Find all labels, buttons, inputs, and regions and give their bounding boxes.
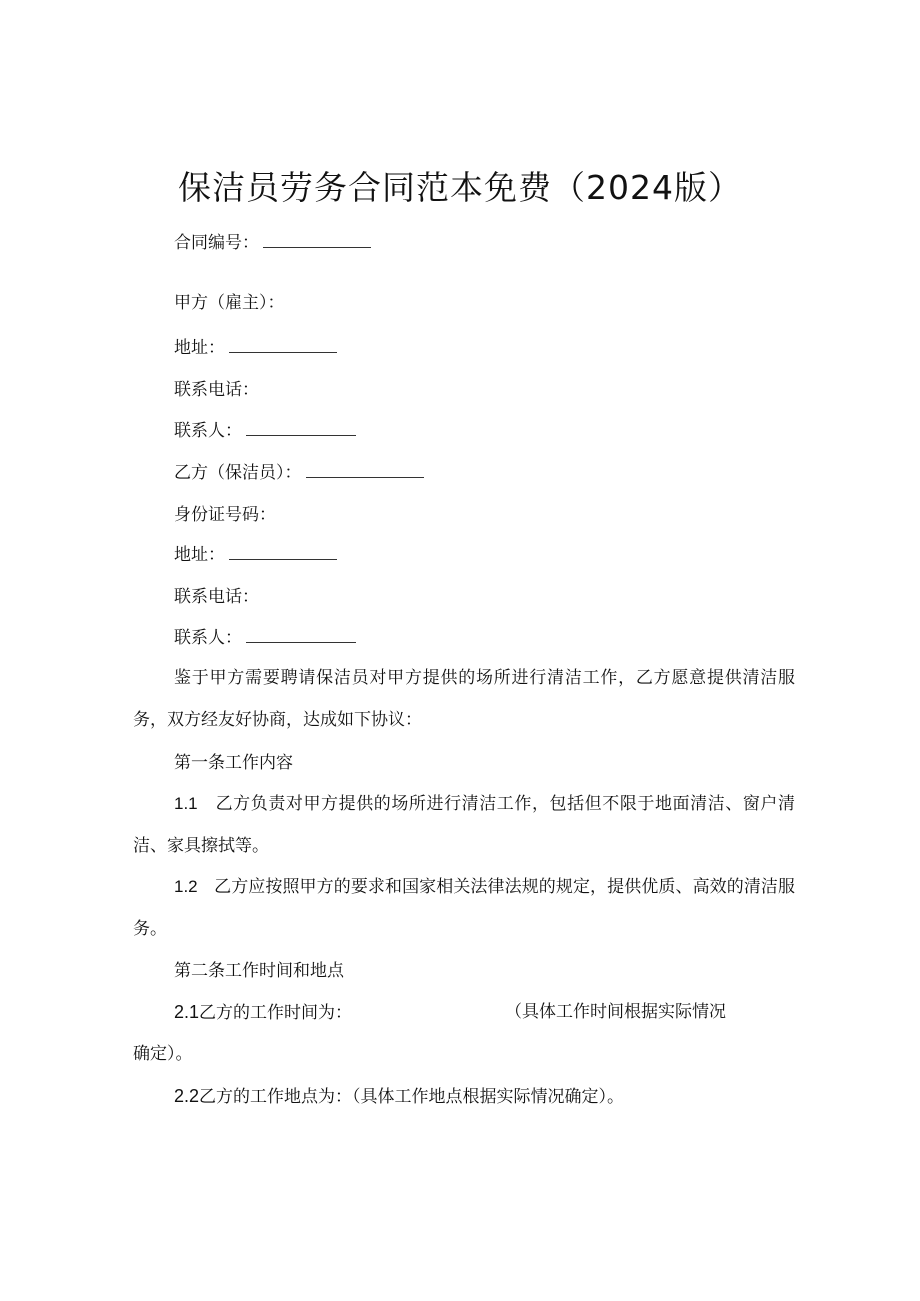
party-b-contact-label: 联系人： (174, 628, 242, 648)
clause-1-1 (133, 783, 795, 867)
party-b-contact-blank (246, 628, 356, 643)
party-b-contact-line (174, 627, 356, 649)
party-b-address-label: 地址： (174, 545, 225, 565)
article-2-heading: 第二条工作时间和地点 (174, 961, 344, 981)
clause-2-1-text-c: 确定）。 (133, 1044, 193, 1064)
party-b-address-line (174, 544, 337, 566)
clause-1-1-text: 乙方负责对甲方提供的场所进行清洁工作，包括但不限于地面清洁、窗户清洁、家具擦拭等。 (133, 794, 796, 856)
contract-number-line (174, 232, 371, 254)
party-b-id-label: 身份证号码： (174, 505, 276, 525)
party-b-line (174, 462, 424, 484)
clause-1-2 (133, 866, 795, 950)
clause-2-1-number: 2.1 (174, 1002, 200, 1022)
clause-2-2-number: 2.2 (174, 1086, 200, 1106)
party-a-contact-label: 联系人： (174, 421, 242, 441)
party-a-label: 甲方（雇主）： (174, 293, 285, 313)
document-title: 保洁员劳务合同范本免费（2024版） (178, 168, 742, 207)
article-1-heading: 第一条工作内容 (174, 753, 293, 773)
party-b-address-blank (229, 545, 337, 560)
clause-2-2-text: 乙方的工作地点为：（具体工作地点根据实际情况确定）。 (199, 1087, 625, 1107)
clause-2-2 (174, 1085, 624, 1108)
contract-number-blank (263, 233, 371, 248)
clause-1-2-text: 乙方应按照甲方的要求和国家相关法律法规的规定，提供优质、高效的清洁服务。 (133, 877, 796, 939)
party-a-address-blank (229, 338, 337, 353)
clause-1-1-number: 1.1 (174, 794, 198, 813)
party-b-phone-label: 联系电话： (174, 587, 259, 607)
clause-1-2-number: 1.2 (174, 877, 198, 896)
party-a-address-line (174, 337, 337, 359)
party-a-address-label: 地址： (174, 338, 225, 358)
party-a-contact-line (174, 420, 356, 442)
party-a-phone-label: 联系电话： (174, 380, 259, 400)
party-b-label: 乙方（保洁员）： (174, 463, 302, 483)
clause-2-1-text-b: （具体工作时间根据实际情况 (505, 1002, 726, 1022)
clause-2-1-line-1 (174, 1001, 352, 1024)
clause-2-1-text-a: 乙方的工作时间为： (199, 1003, 353, 1023)
preamble-paragraph: 鉴于甲方需要聘请保洁员对甲方提供的场所进行清洁工作，乙方愿意提供清洁服务，双方经友好协商，达成如下协议： (133, 668, 795, 730)
party-a-contact-blank (246, 421, 356, 436)
party-b-blank (306, 463, 424, 478)
contract-number-label: 合同编号： (174, 233, 259, 253)
